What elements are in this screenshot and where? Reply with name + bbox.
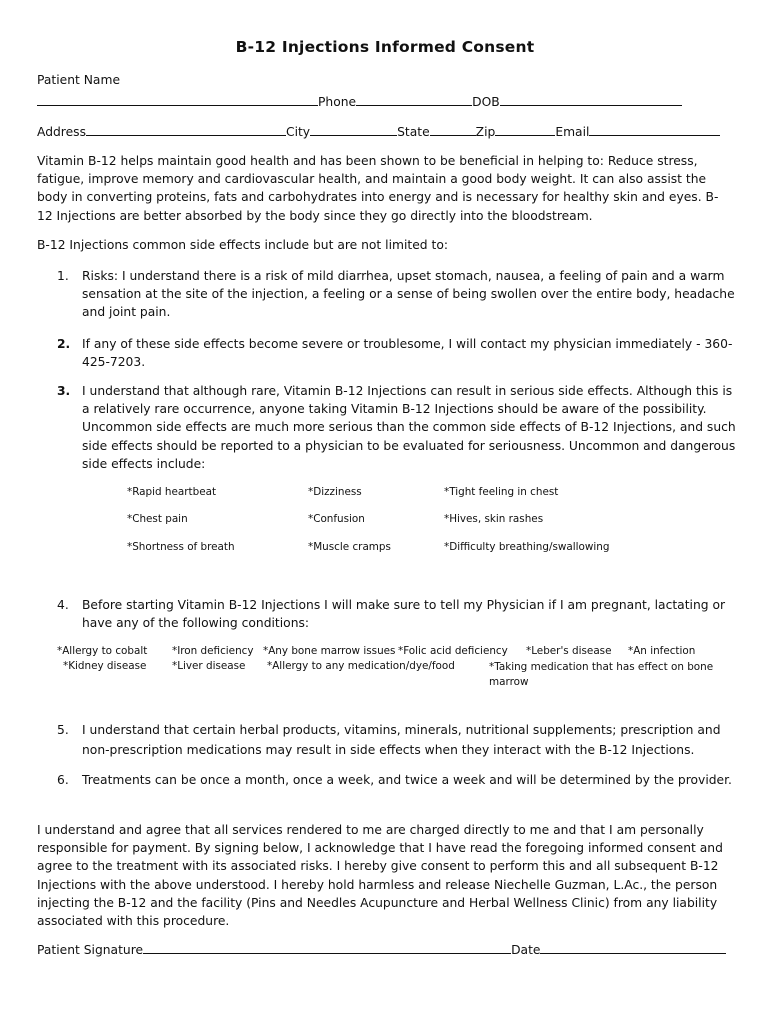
effect-hives: *Hives, skin rashes bbox=[444, 513, 544, 525]
item-number: 6. bbox=[57, 773, 69, 787]
zip-field[interactable] bbox=[495, 122, 555, 136]
phone-field[interactable] bbox=[356, 92, 472, 106]
effect-confusion: *Confusion bbox=[308, 513, 365, 525]
effect-muscle-cramps: *Muscle cramps bbox=[308, 541, 391, 553]
item-text: Before starting Vitamin B-12 Injections I will make sure to tell my Physician if I am pregnant, lactating or have any of the following conditions: bbox=[82, 598, 726, 631]
condition-allergy-medication: *Allergy to any medication/dye/food bbox=[267, 660, 455, 672]
date-label: Date bbox=[511, 943, 541, 957]
patient-signature-field[interactable] bbox=[143, 940, 511, 954]
item-text: I understand that although rare, Vitamin B-12 Injections can result in serious side effects. Although this is a relatively rare occurrence, anyone taking Vitamin B-12 Injections should be aware of the possibility. Uncommon side effects are much more serious than the common side effects of B-12 Injections, and such side effects should be reported to a physician to be evaluated for seriousness. Uncommon and dangerous side effects include: bbox=[82, 384, 736, 471]
city-label: City bbox=[285, 125, 311, 139]
state-field[interactable] bbox=[430, 122, 476, 136]
address-field[interactable] bbox=[86, 122, 286, 136]
zip-label: Zip bbox=[475, 125, 496, 139]
condition-liver: *Liver disease bbox=[172, 660, 246, 672]
item-text: Risks: I understand there is a risk of mild diarrhea, upset stomach, nausea, a feeling of pain and a warm sensation at the site of the injection, a feeling or a sense of being swollen over the entire body, headache and joint pain. bbox=[82, 269, 735, 320]
address-label: Address bbox=[37, 125, 86, 139]
item-text: If any of these side effects become severe or troublesome, I will contact my physician immediately - 360-425-7203. bbox=[82, 337, 733, 370]
item-number: 2. bbox=[57, 337, 71, 351]
patient-name-field[interactable] bbox=[37, 92, 318, 106]
condition-kidney: *Kidney disease bbox=[63, 660, 147, 672]
patient-signature-label: Patient Signature bbox=[37, 943, 144, 957]
condition-bone-marrow: *Any bone marrow issues bbox=[263, 645, 396, 657]
intro-paragraph: Vitamin B-12 helps maintain good health and has been shown to be beneficial in helping to: Reduce stress, fatigue, improve memory and cardiovascular health, and maintain a good body weight. It can also assist the body in converting proteins, fats and carbohydrates into energy and is necessary for healthy skin and eyes. B-12 Injections are better absorbed by the body since they go directly into the bloodstream. bbox=[37, 154, 719, 223]
item-text: Treatments can be once a month, once a week, and twice a week and will be determined by the provider. bbox=[82, 773, 732, 787]
patient-info-row bbox=[37, 92, 682, 109]
signature-row bbox=[37, 940, 726, 957]
effect-rapid-heartbeat: *Rapid heartbeat bbox=[127, 486, 217, 498]
side-effects-heading: B-12 Injections common side effects include but are not limited to: bbox=[37, 238, 448, 252]
consent-paragraph: I understand and agree that all services rendered to me are charged directly to me and that I am personally responsible for payment. By signing below, I acknowledge that I have read the foregoing informed consent and agree to the treatment with its associated risks. I hereby give consent to perform this and all subsequent B-12 Injections with the above understood. I hereby hold harmless and release Niechelle Guzman, L.Ac., the person injecting the B-12 and the facility (Pins and Needles Acupuncture and Herbal Wellness Clinic) from any liability associated with this procedure. bbox=[37, 823, 723, 929]
item-text: I understand that certain herbal products, vitamins, minerals, nutritional supplements; prescription and non-prescription medications may result in side effects when they interact with the B-12 Injections. bbox=[82, 723, 721, 757]
condition-marrow-medication: *Taking medication that has effect on bone marrow bbox=[489, 661, 714, 688]
dob-field[interactable] bbox=[500, 92, 682, 106]
email-field[interactable] bbox=[589, 122, 720, 136]
item-number: 4. bbox=[57, 598, 69, 612]
effect-tight-chest: *Tight feeling in chest bbox=[444, 486, 559, 498]
effect-dizziness: *Dizziness bbox=[308, 486, 362, 498]
state-label: State bbox=[397, 125, 430, 139]
city-field[interactable] bbox=[310, 122, 397, 136]
effect-chest-pain: *Chest pain bbox=[127, 513, 188, 525]
dob-label: DOB bbox=[472, 95, 500, 109]
email-label: Email bbox=[555, 125, 590, 139]
date-field[interactable] bbox=[540, 940, 726, 954]
item-number: 3. bbox=[57, 384, 71, 398]
effect-difficulty-breathing: *Difficulty breathing/swallowing bbox=[444, 541, 610, 553]
item-number: 5. bbox=[57, 723, 69, 737]
condition-cobalt: *Allergy to cobalt bbox=[57, 645, 148, 657]
condition-lebers: *Leber's disease bbox=[526, 645, 612, 657]
form-title: B-12 Injections Informed Consent bbox=[235, 38, 535, 56]
effect-shortness-breath: *Shortness of breath bbox=[127, 541, 235, 553]
address-row bbox=[37, 122, 720, 139]
condition-folic-acid: *Folic acid deficiency bbox=[398, 645, 508, 657]
patient-name-label: Patient Name bbox=[37, 73, 121, 87]
phone-label: Phone bbox=[318, 95, 357, 109]
item-number: 1. bbox=[57, 269, 69, 283]
condition-infection: *An infection bbox=[628, 645, 696, 657]
condition-iron: *Iron deficiency bbox=[172, 645, 254, 657]
